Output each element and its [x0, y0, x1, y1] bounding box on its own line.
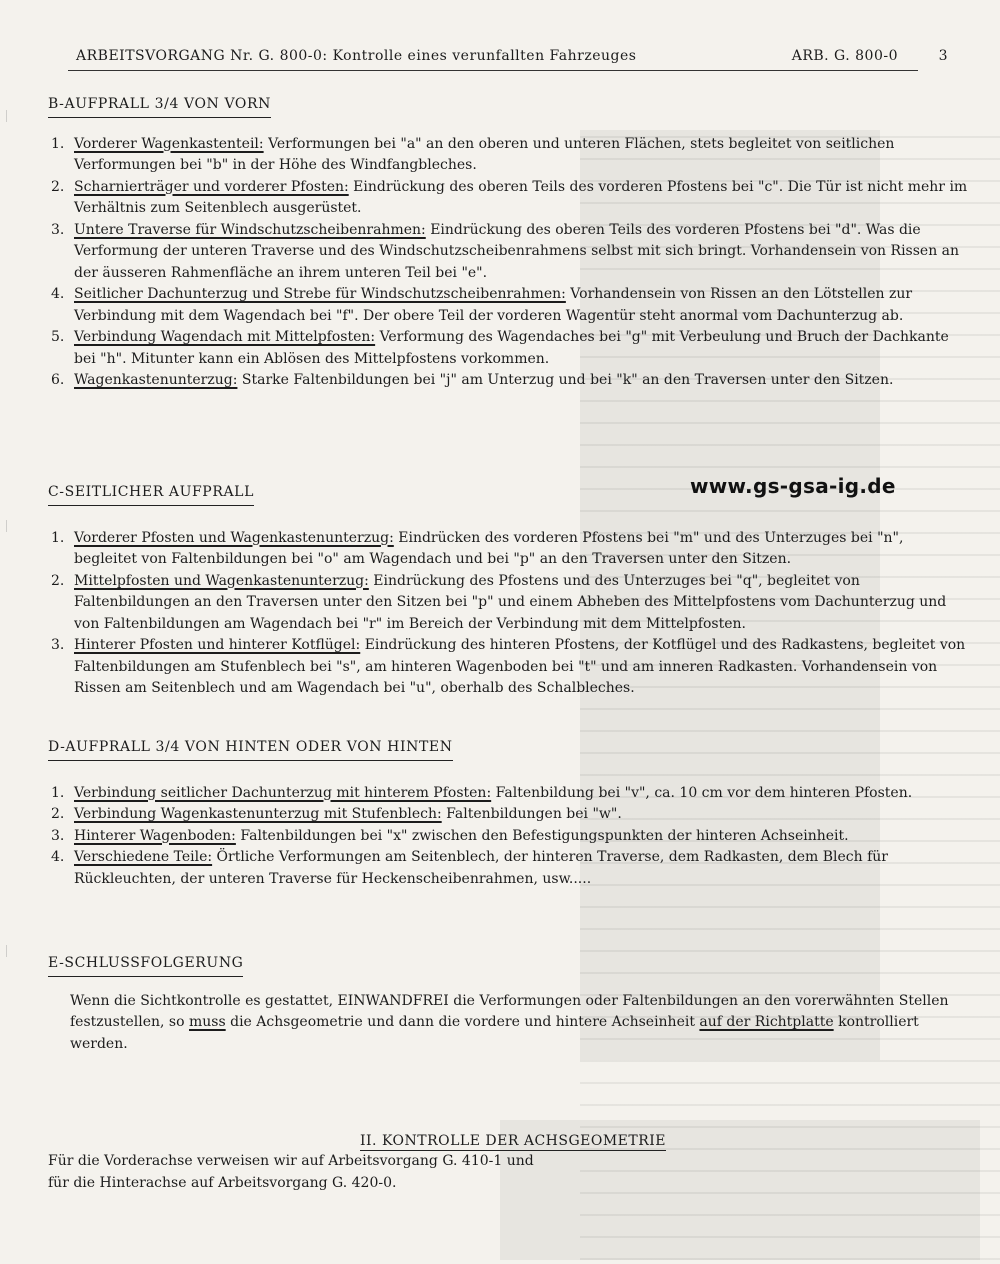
header-rule	[68, 70, 918, 71]
header-title: ARBEITSVORGANG Nr. G. 800-0: Kontrolle eines verunfallten Fahrzeuges	[76, 48, 637, 64]
item-text: Faltenbildungen bei "w".	[441, 806, 622, 822]
item-label: Untere Traverse für Windschutzscheibenrahmen:	[74, 221, 426, 238]
section-b-list	[48, 134, 968, 392]
list-item: 5. Verbindung Wagendach mit Mittelpfosten: Verformung des Wagendaches bei "g" mit Verbeulung und Bruch der Dachkante bei "h". Mitunter kann ein Ablösen des Mittelpfostens vorkommen.	[51, 329, 949, 367]
list-item: 4. Verschiedene Teile: Örtliche Verformungen am Seitenblech, der hinteren Traverse, dem Radkasten, dem Blech für Rückleuchten, der unteren Traverse für Heckenscheibenrahmen, usw.....	[51, 849, 888, 887]
list-item: 1. Verbindung seitlicher Dachunterzug mit hinterem Pfosten: Faltenbildung bei "v", ca. 10 cm vor dem hinteren Pfosten.	[51, 784, 913, 801]
item-text: Eindrückung des oberen Teils des vorderen Pfostens bei "c". Die Tür ist nicht mehr im Verhältnis zum Seitenblech ausgerüstet.	[74, 178, 968, 216]
item-label: Verbindung seitlicher Dachunterzug mit hinterem Pfosten:	[74, 784, 492, 801]
item-text: Verformungen bei "a" an den oberen und unteren Flächen, stets begleitet von seitlichen Verformungen bei "b" in der Höhe des Windfangbleches.	[74, 135, 895, 173]
item-text: Faltenbildung bei "v", ca. 10 cm vor dem hinteren Pfosten.	[491, 784, 913, 801]
list-item: 6. Wagenkastenunterzug: Starke Faltenbildungen bei "j" am Unterzug und bei "k" an den Traversen unter den Sitzen.	[51, 372, 894, 388]
item-label: Hinterer Wagenboden:	[74, 827, 236, 844]
section-e	[48, 953, 968, 1055]
header-reference: ARB. G. 800-0	[791, 48, 898, 64]
punch-hole-mark	[0, 520, 7, 532]
item-text: Örtliche Verformungen am Seitenblech, der hinteren Traverse, dem Radkasten, dem Blech für Rückleuchten, der unteren Traverse für Heckenscheibenrahmen, usw.....	[74, 849, 888, 887]
item-label: Wagenkastenunterzug:	[74, 372, 238, 388]
item-text: Eindrückung des oberen Teils des vorderen Pfostens bei "d". Was die Verformung der unteren Traverse und des Windschutzscheibenrahmens selbst mit sich bringt. Vorhandensein von Rissen an der äusseren Rahmenfläche an ihrem unteren Teil bei "e".	[74, 221, 960, 281]
section-b-title: B-AUFPRALL 3/4 VON VORN	[48, 94, 271, 118]
list-item: 1. Vorderer Pfosten und Wagenkastenunterzug: Eindrücken des vorderen Pfostens bei "m" und des Unterzuges bei "n", begleitet von Faltenbildungen bei "o" am Wagendach und bei "p" an den Traversen unter den Sitzen.	[51, 529, 904, 567]
front-axle-line: Für die Vorderachse verweisen wir auf Arbeitsvorgang G. 410-1 und	[48, 1153, 534, 1169]
section-b	[48, 94, 968, 392]
item-text: Eindrücken des vorderen Pfostens bei "m" und des Unterzuges bei "n", begleitet von Faltenbildungen bei "o" am Wagendach und bei "p" an den Traversen unter den Sitzen.	[74, 529, 904, 567]
list-item: 1. Vorderer Wagenkastenteil: Verformungen bei "a" an den oberen und unteren Flächen, stets begleitet von seitlichen Verformungen bei "b" in der Höhe des Windfangbleches.	[51, 135, 895, 173]
section-e-title: E-SCHLUSSFOLGERUNG	[48, 953, 243, 977]
emphasis-plate: auf der Richtplatte	[699, 1014, 834, 1030]
punch-hole-mark	[0, 945, 7, 957]
section-c-title: C-SEITLICHER AUFPRALL	[48, 482, 254, 506]
section-d-title: D-AUFPRALL 3/4 VON HINTEN ODER VON HINTEN	[48, 737, 453, 761]
section-ii-text	[48, 1150, 648, 1194]
section-d-list	[48, 783, 968, 891]
list-item: 3. Hinterer Pfosten und hinterer Kotflügel: Eindrückung des hinteren Pfostens, der Kotflügel und des Radkastens, begleitet von Faltenbildungen am Stufenblech bei "s", am hinteren Wagenboden bei "t" und am inneren Radkasten. Vorhandensein von Rissen am Seitenblech und am Wagendach bei "u", oberhalb des Schalbleches.	[51, 637, 966, 696]
item-label: Vorderer Pfosten und Wagenkastenunterzug:	[74, 529, 394, 546]
item-label: Verbindung Wagendach mit Mittelpfosten:	[74, 329, 376, 345]
punch-hole-mark	[0, 110, 7, 122]
list-item: 3. Untere Traverse für Windschutzscheibenrahmen: Eindrückung des oberen Teils des vorderen Pfostens bei "d". Was die Verformung der unteren Traverse und des Windschutzscheibenrahmens selbst mit sich bringt. Vorhandensein von Rissen an der äusseren Rahmenfläche an ihrem unteren Teil bei "e".	[51, 221, 960, 281]
item-label: Scharnierträger und vorderer Pfosten:	[74, 178, 349, 195]
item-text: Starke Faltenbildungen bei "j" am Unterzug und bei "k" an den Traversen unter den Sitzen.	[237, 372, 894, 388]
item-text: Faltenbildungen bei "x" zwischen den Befestigungspunkten der hinteren Achseinheit.	[235, 827, 849, 844]
item-label: Hinterer Pfosten und hinterer Kotflügel:	[74, 637, 361, 653]
watermark-url: www.gs-gsa-ig.de	[690, 474, 896, 498]
item-label: Seitlicher Dachunterzug und Strebe für Windschutzscheibenrahmen:	[74, 286, 566, 302]
item-label: Vorderer Wagenkastenteil:	[74, 135, 264, 152]
conclusion-paragraph: Wenn die Sichtkontrolle es gestattet, EINWANDFREI die Verformungen oder Faltenbildungen an den vorerwähnten Stellen festzustellen, so muss die Achsgeometrie und dann die vordere und hintere Achseinheit auf der Richtplatte kontrolliert werden.	[70, 992, 949, 1052]
page-number: 3	[938, 48, 948, 64]
section-d	[48, 737, 968, 890]
section-ii-title: II. KONTROLLE DER ACHSGEOMETRIE	[360, 1133, 667, 1149]
emphasis-must: muss	[189, 1014, 226, 1030]
list-item: 2. Mittelpfosten und Wagenkastenunterzug: Eindrückung des Pfostens und des Unterzuges bei "q", begleitet von Faltenbildungen an den Traversen unter den Sitzen bei "p" und einem Abheben des Mittelpfostens vom Dachunterzug und von Faltenbildungen am Wagendach bei "r" im Bereich der Verbindung mit dem Mittelpfosten.	[51, 572, 947, 632]
section-ii-heading	[360, 1133, 666, 1149]
list-item: 3. Hinterer Wagenboden: Faltenbildungen bei "x" zwischen den Befestigungspunkten der hinteren Achseinheit.	[51, 827, 849, 844]
item-text: Verformung des Wagendaches bei "g" mit Verbeulung und Bruch der Dachkante bei "h". Mitunter kann ein Ablösen des Mittelpfostens vorkommen.	[74, 329, 949, 367]
page-header	[48, 44, 958, 72]
list-item: 2. Scharnierträger und vorderer Pfosten: Eindrückung des oberen Teils des vorderen Pfostens bei "c". Die Tür ist nicht mehr im Verhältnis zum Seitenblech ausgerüstet.	[51, 178, 968, 216]
item-text: Eindrückung des hinteren Pfostens, der Kotflügel und des Radkastens, begleitet von Faltenbildungen am Stufenblech bei "s", am hinteren Wagenboden bei "t" und am inneren Radkasten. Vorhandensein von Rissen am Seitenblech und am Wagendach bei "u", oberhalb des Schalbleches.	[74, 637, 966, 696]
item-text: Eindrückung des Pfostens und des Unterzuges bei "q", begleitet von Faltenbildungen an den Traversen unter den Sitzen bei "p" und einem Abheben des Mittelpfostens vom Dachunterzug und von Faltenbildungen am Wagendach bei "r" im Bereich der Verbindung mit dem Mittelpfosten.	[74, 572, 947, 632]
item-text: Vorhandensein von Rissen an den Lötstellen zur Verbindung mit dem Wagendach bei "f". Der obere Teil der vorderen Wagentür steht anormal vom Dachunterzug ab.	[74, 286, 913, 324]
item-label: Mittelpfosten und Wagenkastenunterzug:	[74, 572, 369, 589]
section-c-list	[48, 528, 968, 700]
section-c	[48, 482, 968, 700]
list-item: 4. Seitlicher Dachunterzug und Strebe für Windschutzscheibenrahmen: Vorhandensein von Rissen an den Lötstellen zur Verbindung mit dem Wagendach bei "f". Der obere Teil der vorderen Wagentür steht anormal vom Dachunterzug ab.	[51, 286, 913, 324]
item-label: Verbindung Wagenkastenunterzug mit Stufenblech:	[74, 806, 442, 822]
item-label: Verschiedene Teile:	[74, 849, 213, 865]
list-item: 2. Verbindung Wagenkastenunterzug mit Stufenblech: Faltenbildungen bei "w".	[51, 806, 622, 822]
rear-axle-line: für die Hinterachse auf Arbeitsvorgang G. 420-0.	[48, 1175, 397, 1191]
